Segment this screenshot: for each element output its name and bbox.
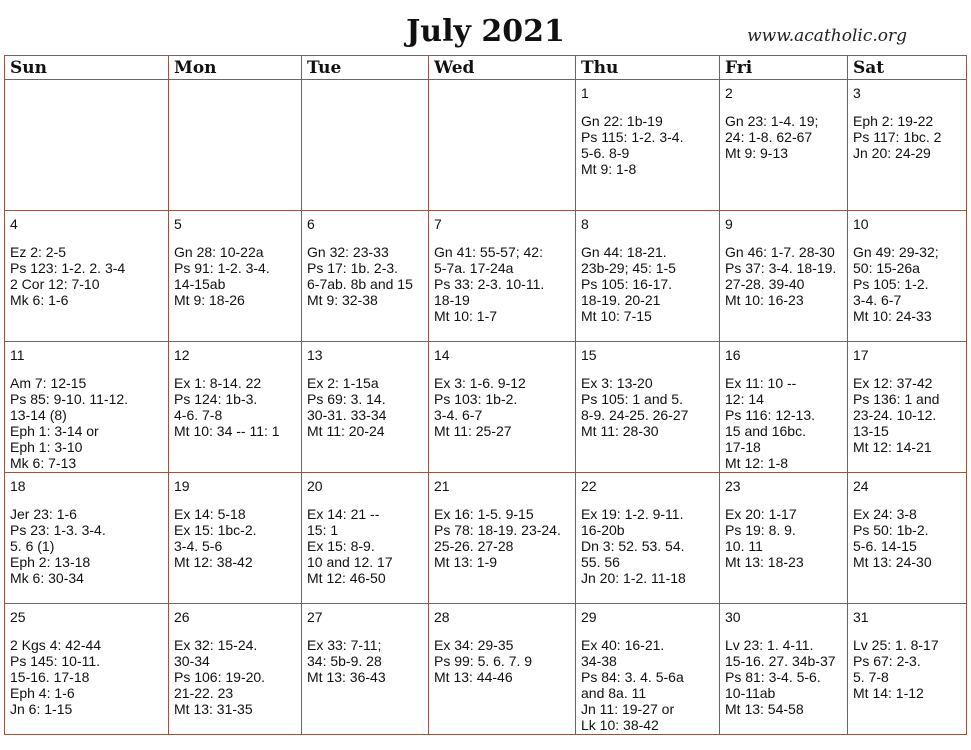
day-readings: Gn 49: 29-32; 50: 15-26a Ps 105: 1-2. 3-4. 6-7 Mt 10: 24-33 (853, 244, 939, 324)
day-number: 15 (581, 347, 597, 363)
day-readings: Gn 44: 18-21. 23b-29; 45: 1-5 Ps 105: 16-17. 18-19. 20-21 Mt 10: 7-15 (581, 244, 676, 324)
day-readings: Gn 22: 1b-19 Ps 115: 1-2. 3-4. 5-6. 8-9 Mt 9: 1-8 (581, 113, 684, 177)
day-readings: Ex 14: 21 -- 15: 1 Ex 15: 8-9. 10 and 12. 17 Mt 12: 46-50 (307, 506, 393, 586)
weekday-header-row (5, 56, 967, 80)
day-cell (576, 80, 720, 211)
day-readings: Ex 12: 37-42 Ps 136: 1 and 23-24. 10-12. 13-15 Mt 12: 14-21 (853, 375, 940, 455)
day-cell (169, 604, 302, 735)
day-cell (720, 211, 848, 342)
day-cell (720, 342, 848, 473)
day-cell (169, 211, 302, 342)
day-cell (848, 211, 967, 342)
day-cell (720, 473, 848, 604)
day-readings: Ex 2: 1-15a Ps 69: 3. 14. 30-31. 33-34 Mt 11: 20-24 (307, 375, 387, 439)
day-number: 21 (434, 478, 450, 494)
day-readings: Ez 2: 2-5 Ps 123: 1-2. 2. 3-4 2 Cor 12: 7-10 Mk 6: 1-6 (10, 244, 126, 308)
day-number: 31 (853, 609, 869, 625)
day-readings: Ex 40: 16-21. 34-38 Ps 84: 3. 4. 5-6a and 8a. 11 Jn 11: 19-27 or Lk 10: 38-42 (581, 637, 684, 733)
day-cell (429, 604, 576, 735)
day-readings: Ex 3: 13-20 Ps 105: 1 and 5. 8-9. 24-25. 26-27 Mt 11: 28-30 (581, 375, 689, 439)
day-cell (576, 473, 720, 604)
day-readings: Eph 2: 19-22 Ps 117: 1bc. 2 Jn 20: 24-29 (853, 113, 942, 161)
day-readings: 2 Kgs 4: 42-44 Ps 145: 10-11. 15-16. 17-18 Eph 4: 1-6 Jn 6: 1-15 (10, 637, 102, 717)
day-cell (848, 473, 967, 604)
day-number: 10 (853, 216, 869, 232)
day-readings: Ex 32: 15-24. 30-34 Ps 106: 19-20. 21-22. 23 Mt 13: 31-35 (174, 637, 266, 717)
week-row (5, 80, 967, 211)
day-number: 4 (10, 216, 18, 232)
site-url: www.acatholic.org (747, 26, 907, 46)
day-number: 29 (581, 609, 597, 625)
day-number: 23 (725, 478, 741, 494)
day-cell (576, 604, 720, 735)
day-number: 27 (307, 609, 323, 625)
day-cell (720, 80, 848, 211)
day-number (10, 85, 165, 101)
day-cell (429, 473, 576, 604)
day-number (307, 85, 425, 101)
day-readings: Lv 23: 1. 4-11. 15-16. 27. 34b-37 Ps 81: 3-4. 5-6. 10-11ab Mt 13: 54-58 (725, 637, 836, 717)
week-row (5, 342, 967, 473)
week-row (5, 211, 967, 342)
day-cell (302, 80, 429, 211)
day-cell (576, 211, 720, 342)
day-readings: Gn 28: 10-22a Ps 91: 1-2. 3-4. 14-15ab Mt 9: 18-26 (174, 244, 270, 308)
day-cell (5, 473, 169, 604)
day-number: 18 (10, 478, 26, 494)
day-cell (576, 342, 720, 473)
day-cell (169, 473, 302, 604)
day-number: 16 (725, 347, 741, 363)
day-readings: Ex 16: 1-5. 9-15 Ps 78: 18-19. 23-24. 25-26. 27-28 Mt 13: 1-9 (434, 506, 561, 570)
day-number: 28 (434, 609, 450, 625)
day-number (434, 85, 572, 101)
day-readings: Gn 46: 1-7. 28-30 Ps 37: 3-4. 18-19. 27-28. 39-40 Mt 10: 16-23 (725, 244, 837, 308)
weekday-header: Fri (720, 56, 848, 80)
weekday-header: Sun (5, 56, 169, 80)
day-readings: Ex 20: 1-17 Ps 19: 8. 9. 10. 11 Mt 13: 18-23 (725, 506, 804, 570)
day-readings: Ex 11: 10 -- 12: 14 Ps 116: 12-13. 15 and 16bc. 17-18 Mt 12: 1-8 (725, 375, 816, 471)
day-readings: Ex 34: 29-35 Ps 99: 5. 6. 7. 9 Mt 13: 44-46 (434, 637, 533, 685)
day-number: 19 (174, 478, 190, 494)
day-cell (302, 211, 429, 342)
day-cell (720, 604, 848, 735)
day-number: 22 (581, 478, 597, 494)
day-number: 3 (853, 85, 861, 101)
day-number: 25 (10, 609, 26, 625)
day-number: 26 (174, 609, 190, 625)
day-cell (302, 473, 429, 604)
day-number: 9 (725, 216, 733, 232)
day-readings: Gn 32: 23-33 Ps 17: 1b. 2-3. 6-7ab. 8b and 15 Mt 9: 32-38 (307, 244, 413, 308)
day-number: 14 (434, 347, 450, 363)
week-row (5, 604, 967, 735)
day-cell (302, 342, 429, 473)
day-cell (5, 211, 169, 342)
day-number: 17 (853, 347, 869, 363)
day-readings: Gn 41: 55-57; 42: 5-7a. 17-24a Ps 33: 2-3. 10-11. 18-19 Mt 10: 1-7 (434, 244, 545, 324)
day-cell (5, 604, 169, 735)
weekday-header: Mon (169, 56, 302, 80)
day-number: 20 (307, 478, 323, 494)
day-cell (429, 80, 576, 211)
day-cell (169, 80, 302, 211)
day-number: 8 (581, 216, 589, 232)
day-cell (429, 211, 576, 342)
day-number: 24 (853, 478, 869, 494)
day-number: 30 (725, 609, 741, 625)
day-number: 7 (434, 216, 442, 232)
day-cell (5, 342, 169, 473)
day-cell (429, 342, 576, 473)
day-readings: Ex 24: 3-8 Ps 50: 1b-2. 5-6. 14-15 Mt 13: 24-30 (853, 506, 932, 570)
weekday-header: Sat (848, 56, 967, 80)
weekday-header: Tue (302, 56, 429, 80)
day-readings: Ex 14: 5-18 Ex 15: 1bc-2. 3-4. 5-6 Mt 12: 38-42 (174, 506, 257, 570)
day-readings: Gn 23: 1-4. 19; 24: 1-8. 62-67 Mt 9: 9-13 (725, 113, 819, 161)
day-readings: Ex 19: 1-2. 9-11. 16-20b Dn 3: 52. 53. 54. 55. 56 Jn 20: 1-2. 11-18 (581, 506, 686, 586)
day-readings: Ex 33: 7-11; 34: 5b-9. 28 Mt 13: 36-43 (307, 637, 386, 685)
day-cell (848, 604, 967, 735)
day-number: 11 (10, 347, 25, 363)
day-number: 5 (174, 216, 182, 232)
day-number: 2 (725, 85, 733, 101)
day-cell (302, 604, 429, 735)
day-cell (5, 80, 169, 211)
day-cell (848, 342, 967, 473)
day-readings: Jer 23: 1-6 Ps 23: 1-3. 3-4. 5. 6 (1) Eph 2: 13-18 Mk 6: 30-34 (10, 506, 106, 586)
day-cell (169, 342, 302, 473)
day-number (174, 85, 298, 101)
weekday-header: Wed (429, 56, 576, 80)
weekday-header: Thu (576, 56, 720, 80)
day-readings: Ex 1: 8-14. 22 Ps 124: 1b-3. 4-6. 7-8 Mt 10: 34 -- 11: 1 (174, 375, 280, 439)
calendar-grid (4, 55, 967, 735)
day-cell (848, 80, 967, 211)
day-number: 1 (581, 85, 589, 101)
day-readings: Lv 25: 1. 8-17 Ps 67: 2-3. 5. 7-8 Mt 14: 1-12 (853, 637, 939, 701)
day-number: 6 (307, 216, 315, 232)
calendar-title: July 2021 (406, 14, 565, 49)
week-row (5, 473, 967, 604)
day-readings: Am 7: 12-15 Ps 85: 9-10. 11-12. 13-14 (8) Eph 1: 3-14 or Eph 1: 3-10 Mk 6: 7-13 (10, 375, 129, 471)
day-number: 13 (307, 347, 323, 363)
day-number: 12 (174, 347, 190, 363)
day-readings: Ex 3: 1-6. 9-12 Ps 103: 1b-2. 3-4. 6-7 Mt 11: 25-27 (434, 375, 526, 439)
